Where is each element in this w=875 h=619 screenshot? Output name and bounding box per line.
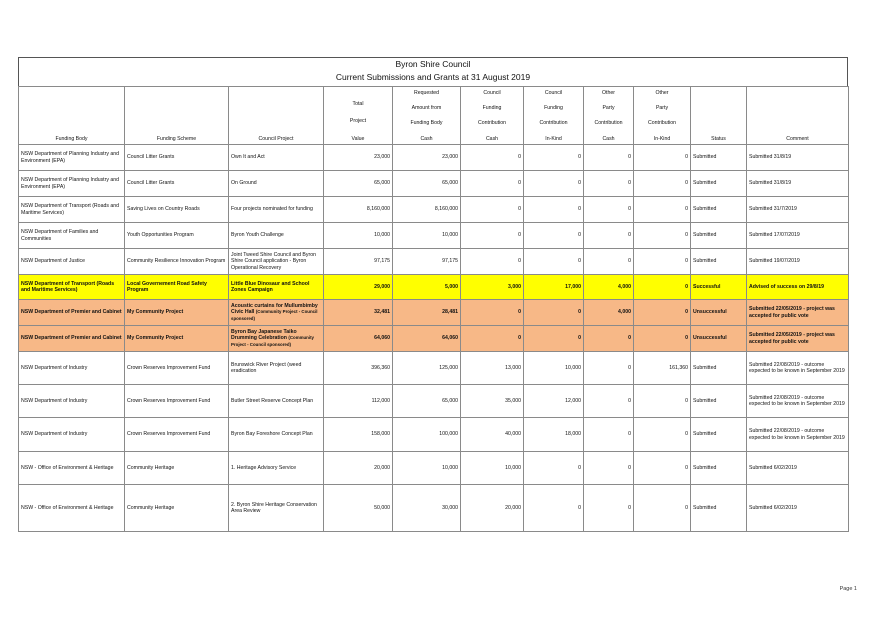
cell-comment: Submitted 31/8/19 <box>747 145 849 171</box>
cell-status: Submitted <box>691 452 747 485</box>
cell-funding-scheme: Community Heritage <box>125 452 229 485</box>
cell-status: Submitted <box>691 385 747 418</box>
cell-total-value: 65,000 <box>324 171 393 197</box>
cell-funding-body: NSW - Office of Environment & Heritage <box>19 485 125 532</box>
cell-total-value: 10,000 <box>324 223 393 249</box>
cell-council-project: 1. Heritage Advisory Service <box>229 452 324 485</box>
cell-total-value: 29,000 <box>324 275 393 300</box>
cell-comment: Submitted 19/07/2019 <box>747 249 849 275</box>
cell-funding-scheme: Saving Lives on Country Roads <box>125 197 229 223</box>
project-note: (Community Project - Council sponsored) <box>231 309 318 321</box>
cell-other-inkind: 0 <box>634 197 691 223</box>
cell-comment: Submitted 22/08/2019 - outcome expected to be known in September 2019 <box>747 385 849 418</box>
cell-status: Submitted <box>691 418 747 452</box>
table-row <box>19 197 849 223</box>
cell-status: Submitted <box>691 249 747 275</box>
cell-council-cash: 40,000 <box>461 418 524 452</box>
cell-other-cash: 0 <box>584 171 634 197</box>
cell-council-project: Little Blue Dinosaur and School Zones Campaign <box>229 275 324 300</box>
cell-funding-body: NSW Department of Justice <box>19 249 125 275</box>
cell-comment: Submitted 31/7/2019 <box>747 197 849 223</box>
cell-status: Submitted <box>691 197 747 223</box>
cell-status: Submitted <box>691 352 747 385</box>
table-row <box>19 326 849 352</box>
cell-other-inkind: 0 <box>634 145 691 171</box>
cell-status: Successful <box>691 275 747 300</box>
cell-other-inkind: 0 <box>634 452 691 485</box>
cell-council-inkind: 0 <box>524 223 584 249</box>
cell-other-inkind: 161,360 <box>634 352 691 385</box>
cell-total-value: 20,000 <box>324 452 393 485</box>
header-status: Status <box>691 87 747 145</box>
cell-funding-body: NSW Department of Industry <box>19 418 125 452</box>
header-other-inkind: Other Party Contribution In-Kind <box>634 87 691 145</box>
cell-total-value: 8,160,000 <box>324 197 393 223</box>
title-line-2: Current Submissions and Grants at 31 August 2019 <box>335 72 531 82</box>
cell-comment: Submitted 22/05/2019 - project was accepted for public vote <box>747 300 849 326</box>
cell-council-project: Byron Bay Japanese Taiko Drumming Celebration (Community Project - Council sponsored) <box>229 326 324 352</box>
cell-council-inkind: 0 <box>524 249 584 275</box>
cell-council-cash: 0 <box>461 326 524 352</box>
cell-council-inkind: 18,000 <box>524 418 584 452</box>
cell-requested-cash: 64,060 <box>393 326 461 352</box>
cell-council-cash: 0 <box>461 197 524 223</box>
cell-funding-scheme: Youth Opportunities Program <box>125 223 229 249</box>
cell-council-project: Joint Tweed Shire Council and Byron Shire Council application - Byron Operational Recovery <box>229 249 324 275</box>
cell-other-inkind: 0 <box>634 326 691 352</box>
cell-total-value: 32,481 <box>324 300 393 326</box>
sheet-title <box>18 57 848 86</box>
table-row <box>19 249 849 275</box>
cell-council-cash: 3,000 <box>461 275 524 300</box>
header-council-project: Council Project <box>229 87 324 145</box>
cell-funding-body: NSW Department of Transport (Roads and Maritime Services) <box>19 275 125 300</box>
title-line-1: Byron Shire Council <box>395 59 471 69</box>
cell-status: Submitted <box>691 485 747 532</box>
cell-other-cash: 0 <box>584 452 634 485</box>
table-row <box>19 352 849 385</box>
cell-comment: Submitted 22/05/2019 - project was accepted for public vote <box>747 326 849 352</box>
cell-council-cash: 0 <box>461 249 524 275</box>
cell-council-cash: 0 <box>461 145 524 171</box>
cell-council-project: Byron Youth Challenge <box>229 223 324 249</box>
cell-requested-cash: 30,000 <box>393 485 461 532</box>
cell-council-inkind: 12,000 <box>524 385 584 418</box>
cell-other-inkind: 0 <box>634 249 691 275</box>
header-funding-scheme: Funding Scheme <box>125 87 229 145</box>
cell-requested-cash: 10,000 <box>393 452 461 485</box>
cell-funding-scheme: Community Heritage <box>125 485 229 532</box>
cell-total-value: 396,360 <box>324 352 393 385</box>
cell-council-cash: 13,000 <box>461 352 524 385</box>
cell-requested-cash: 10,000 <box>393 223 461 249</box>
cell-council-inkind: 10,000 <box>524 352 584 385</box>
cell-requested-cash: 100,000 <box>393 418 461 452</box>
cell-funding-body: NSW Department of Industry <box>19 352 125 385</box>
cell-other-cash: 0 <box>584 326 634 352</box>
cell-comment: Submitted 31/8/19 <box>747 171 849 197</box>
cell-total-value: 64,060 <box>324 326 393 352</box>
cell-status: Unsuccessful <box>691 326 747 352</box>
cell-council-project: Brunswick River Project (weed eradication <box>229 352 324 385</box>
header-row <box>19 87 849 145</box>
cell-total-value: 50,000 <box>324 485 393 532</box>
cell-other-inkind: 0 <box>634 300 691 326</box>
cell-comment: Advised of success on 29/8/19 <box>747 275 849 300</box>
cell-other-cash: 4,000 <box>584 300 634 326</box>
cell-council-inkind: 0 <box>524 197 584 223</box>
cell-council-project: Butler Street Reserve Concept Plan <box>229 385 324 418</box>
cell-council-inkind: 0 <box>524 452 584 485</box>
cell-status: Submitted <box>691 223 747 249</box>
grants-sheet <box>18 57 848 532</box>
cell-other-inkind: 0 <box>634 485 691 532</box>
cell-council-project: On Ground <box>229 171 324 197</box>
cell-council-project: Own It and Act <box>229 145 324 171</box>
cell-council-inkind: 0 <box>524 485 584 532</box>
cell-funding-body: NSW Department of Premier and Cabinet <box>19 326 125 352</box>
cell-funding-scheme: Council Litter Grants <box>125 145 229 171</box>
table-row <box>19 171 849 197</box>
cell-requested-cash: 65,000 <box>393 385 461 418</box>
header-total-project-value: Total Project Value <box>324 87 393 145</box>
cell-council-inkind: 0 <box>524 145 584 171</box>
cell-other-inkind: 0 <box>634 275 691 300</box>
cell-comment: Submitted 22/08/2019 - outcome expected to be known in September 2019 <box>747 352 849 385</box>
cell-other-inkind: 0 <box>634 418 691 452</box>
page-number: Page 1 <box>839 586 857 592</box>
cell-council-cash: 20,000 <box>461 485 524 532</box>
cell-other-inkind: 0 <box>634 385 691 418</box>
cell-total-value: 23,000 <box>324 145 393 171</box>
cell-other-cash: 0 <box>584 223 634 249</box>
cell-council-cash: 0 <box>461 223 524 249</box>
cell-status: Submitted <box>691 145 747 171</box>
project-note: (Community Project - Council sponsored) <box>231 335 314 347</box>
table-row <box>19 385 849 418</box>
grants-table <box>18 86 849 532</box>
table-row <box>19 275 849 300</box>
cell-funding-body: NSW Department of Industry <box>19 385 125 418</box>
cell-council-cash: 0 <box>461 171 524 197</box>
table-row <box>19 485 849 532</box>
cell-council-inkind: 0 <box>524 326 584 352</box>
cell-other-cash: 0 <box>584 485 634 532</box>
table-body <box>19 145 849 532</box>
cell-council-cash: 35,000 <box>461 385 524 418</box>
cell-requested-cash: 8,160,000 <box>393 197 461 223</box>
cell-comment: Submitted 6/02/2019 <box>747 485 849 532</box>
cell-other-inkind: 0 <box>634 171 691 197</box>
cell-funding-body: NSW Department of Transport (Roads and Maritime Services) <box>19 197 125 223</box>
cell-other-cash: 0 <box>584 145 634 171</box>
cell-council-inkind: 0 <box>524 171 584 197</box>
cell-funding-scheme: Local Governement Road Safety Program <box>125 275 229 300</box>
cell-status: Unsuccessful <box>691 300 747 326</box>
cell-funding-body: NSW Department of Planning Industry and Environment (EPA) <box>19 171 125 197</box>
cell-other-cash: 0 <box>584 352 634 385</box>
cell-requested-cash: 23,000 <box>393 145 461 171</box>
cell-total-value: 112,000 <box>324 385 393 418</box>
table-row <box>19 300 849 326</box>
cell-status: Submitted <box>691 171 747 197</box>
cell-requested-cash: 125,000 <box>393 352 461 385</box>
cell-funding-scheme: Crown Reserves Improvement Fund <box>125 352 229 385</box>
header-council-cash: Council Funding Contribution Cash <box>461 87 524 145</box>
header-other-cash: Other Party Contribution Cash <box>584 87 634 145</box>
cell-other-cash: 0 <box>584 385 634 418</box>
cell-comment: Submitted 6/02/2019 <box>747 452 849 485</box>
cell-council-project: 2. Byron Shire Heritage Conservation Area Review <box>229 485 324 532</box>
cell-funding-scheme: My Community Project <box>125 326 229 352</box>
cell-funding-scheme: Council Litter Grants <box>125 171 229 197</box>
cell-comment: Submitted 22/08/2019 - outcome expected to be known in September 2019 <box>747 418 849 452</box>
cell-council-project: Acoustic curtains for Mullumbimby Civic Hall (Community Project - Council sponsored) <box>229 300 324 326</box>
cell-requested-cash: 5,000 <box>393 275 461 300</box>
cell-funding-body: NSW Department of Families and Communities <box>19 223 125 249</box>
cell-comment: Submitted 17/07/2019 <box>747 223 849 249</box>
cell-council-project: Four projects nominated for funding <box>229 197 324 223</box>
cell-funding-body: NSW Department of Premier and Cabinet <box>19 300 125 326</box>
table-row <box>19 452 849 485</box>
cell-funding-scheme: My Community Project <box>125 300 229 326</box>
cell-total-value: 158,000 <box>324 418 393 452</box>
cell-council-cash: 10,000 <box>461 452 524 485</box>
cell-funding-body: NSW - Office of Environment & Heritage <box>19 452 125 485</box>
cell-other-inkind: 0 <box>634 223 691 249</box>
cell-council-inkind: 17,000 <box>524 275 584 300</box>
cell-funding-scheme: Crown Reserves Improvement Fund <box>125 418 229 452</box>
cell-council-cash: 0 <box>461 300 524 326</box>
table-row <box>19 418 849 452</box>
cell-other-cash: 0 <box>584 418 634 452</box>
cell-other-cash: 0 <box>584 249 634 275</box>
cell-total-value: 97,175 <box>324 249 393 275</box>
cell-requested-cash: 28,481 <box>393 300 461 326</box>
header-council-inkind: Council Funding Contribution In-Kind <box>524 87 584 145</box>
header-comment: Comment <box>747 87 849 145</box>
cell-council-inkind: 0 <box>524 300 584 326</box>
cell-council-project: Byron Bay Foreshore Concept Plan <box>229 418 324 452</box>
cell-requested-cash: 97,175 <box>393 249 461 275</box>
cell-funding-scheme: Crown Reserves Improvement Fund <box>125 385 229 418</box>
cell-requested-cash: 65,000 <box>393 171 461 197</box>
cell-funding-scheme: Community Resilience Innovation Program <box>125 249 229 275</box>
header-funding-body: Funding Body <box>19 87 125 145</box>
cell-other-cash: 4,000 <box>584 275 634 300</box>
cell-funding-body: NSW Department of Planning Industry and Environment (EPA) <box>19 145 125 171</box>
header-requested-amount: Requested Amount from Funding Body Cash <box>393 87 461 145</box>
table-row <box>19 223 849 249</box>
table-row <box>19 145 849 171</box>
cell-other-cash: 0 <box>584 197 634 223</box>
